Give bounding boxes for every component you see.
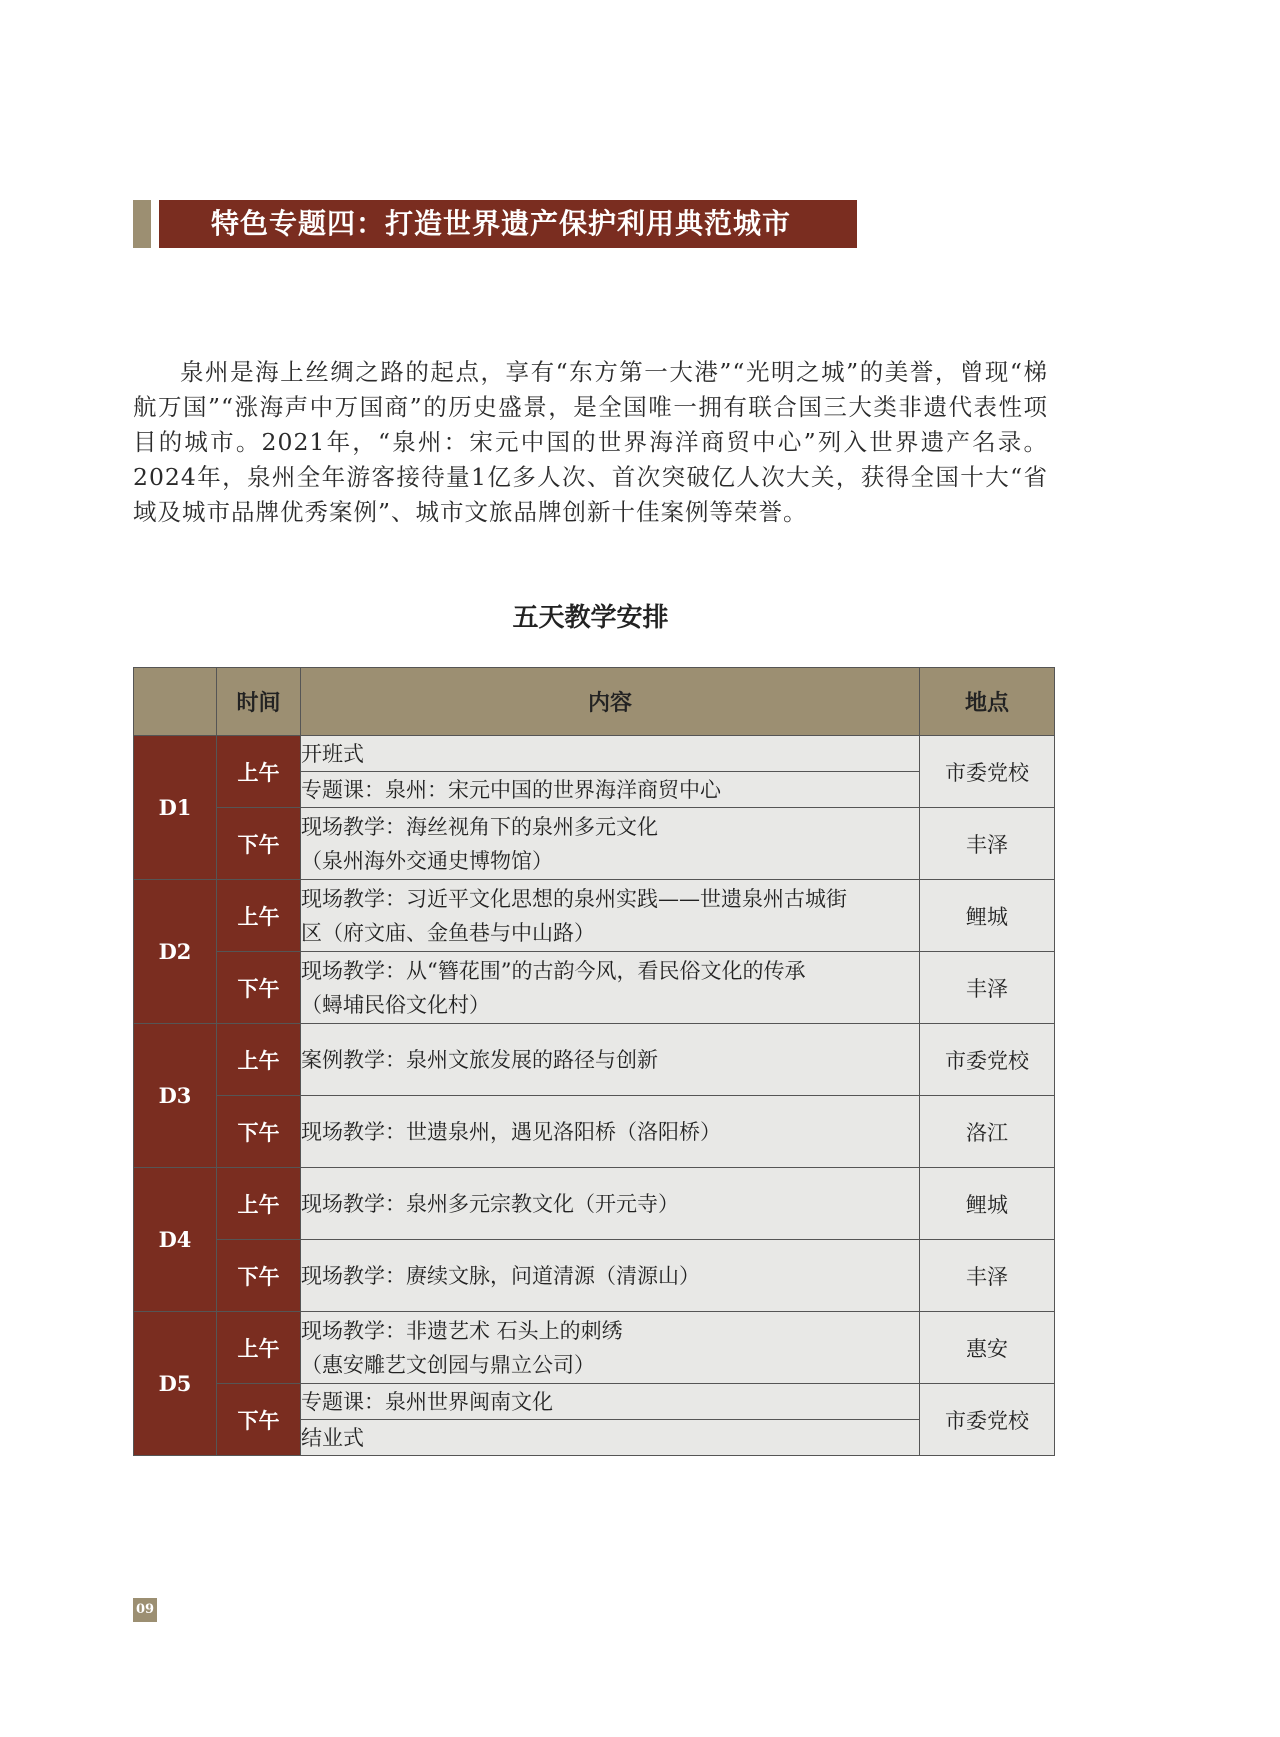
content-cell (301, 952, 920, 1024)
content-line: （惠安雕艺文创园与鼎立公司） (301, 1352, 595, 1377)
content-line: 区（府文庙、金鱼巷与中山路） (301, 920, 595, 945)
content-cell (301, 880, 920, 952)
content-cell: 现场教学：世遗泉州，遇见洛阳桥（洛阳桥） (301, 1096, 920, 1168)
day-label: D1 (134, 736, 217, 880)
content-cell: 案例教学：泉州文旅发展的路径与创新 (301, 1024, 920, 1096)
table-row (134, 952, 1055, 1024)
day-label: D5 (134, 1312, 217, 1456)
period-label: 上午 (217, 1024, 301, 1096)
content-line: 现场教学：海丝视角下的泉州多元文化 (301, 814, 658, 839)
period-label: 上午 (217, 1312, 301, 1384)
place-cell: 丰泽 (920, 808, 1055, 880)
place-cell: 市委党校 (920, 1024, 1055, 1096)
header-time: 时间 (217, 668, 301, 736)
place-cell: 洛江 (920, 1096, 1055, 1168)
page-number: 09 (133, 1598, 157, 1622)
content-line: （泉州海外交通史博物馆） (301, 848, 553, 873)
content-cell: 结业式 (301, 1420, 920, 1456)
place-cell: 鲤城 (920, 880, 1055, 952)
table-row (134, 880, 1055, 952)
day-label: D3 (134, 1024, 217, 1168)
place-cell: 丰泽 (920, 952, 1055, 1024)
intro-paragraph: 泉州是海上丝绸之路的起点，享有“东方第一大港”“光明之城”的美誉，曾现“梯航万国”“涨海声中万国商”的历史盛景，是全国唯一拥有联合国三大类非遗代表性项目的城市。2021年，“泉州：宋元中国的世界海洋商贸中心”列入世界遗产名录。2024年，泉州全年游客接待量1亿多人次、首次突破亿人次大关，获得全国十大“省域及城市品牌优秀案例”、城市文旅品牌创新十佳案例等荣誉。 (133, 358, 1048, 526)
table-row (134, 1312, 1055, 1384)
header-content: 内容 (301, 668, 920, 736)
table-row (134, 1240, 1055, 1312)
content-line: 现场教学：从“簪花围”的古韵今风，看民俗文化的传承 (301, 958, 806, 983)
day-label: D2 (134, 880, 217, 1024)
content-cell (301, 1312, 920, 1384)
table-row (134, 1384, 1055, 1420)
period-label: 下午 (217, 1384, 301, 1456)
place-cell: 市委党校 (920, 736, 1055, 808)
content-cell: 专题课：泉州：宋元中国的世界海洋商贸中心 (301, 772, 920, 808)
period-label: 下午 (217, 1096, 301, 1168)
content-cell: 现场教学：赓续文脉，问道清源（清源山） (301, 1240, 920, 1312)
table-header-row (134, 668, 1055, 736)
place-cell: 惠安 (920, 1312, 1055, 1384)
content-cell: 开班式 (301, 736, 920, 772)
period-label: 上午 (217, 736, 301, 808)
table-row (134, 736, 1055, 772)
content-line: 现场教学：习近平文化思想的泉州实践——世遗泉州古城街 (301, 886, 847, 911)
content-cell: 现场教学：泉州多元宗教文化（开元寺） (301, 1168, 920, 1240)
content-line: （蟳埔民俗文化村） (301, 992, 490, 1017)
section-title: 特色专题四：打造世界遗产保护利用典范城市 (159, 200, 857, 248)
period-label: 下午 (217, 952, 301, 1024)
table-row (134, 1168, 1055, 1240)
schedule-table (133, 667, 1055, 1456)
period-label: 上午 (217, 880, 301, 952)
place-cell: 鲤城 (920, 1168, 1055, 1240)
table-row (134, 808, 1055, 880)
table-title: 五天教学安排 (512, 603, 669, 633)
header-place: 地点 (920, 668, 1055, 736)
table-row (134, 1024, 1055, 1096)
day-label: D4 (134, 1168, 217, 1312)
place-cell: 丰泽 (920, 1240, 1055, 1312)
header-accent-bar (133, 200, 151, 248)
content-line: 现场教学：非遗艺术 石头上的刺绣 (301, 1318, 623, 1343)
place-cell: 市委党校 (920, 1384, 1055, 1456)
period-label: 下午 (217, 808, 301, 880)
content-cell: 专题课：泉州世界闽南文化 (301, 1384, 920, 1420)
period-label: 上午 (217, 1168, 301, 1240)
header-day (134, 668, 217, 736)
table-row (134, 1096, 1055, 1168)
period-label: 下午 (217, 1240, 301, 1312)
content-cell (301, 808, 920, 880)
